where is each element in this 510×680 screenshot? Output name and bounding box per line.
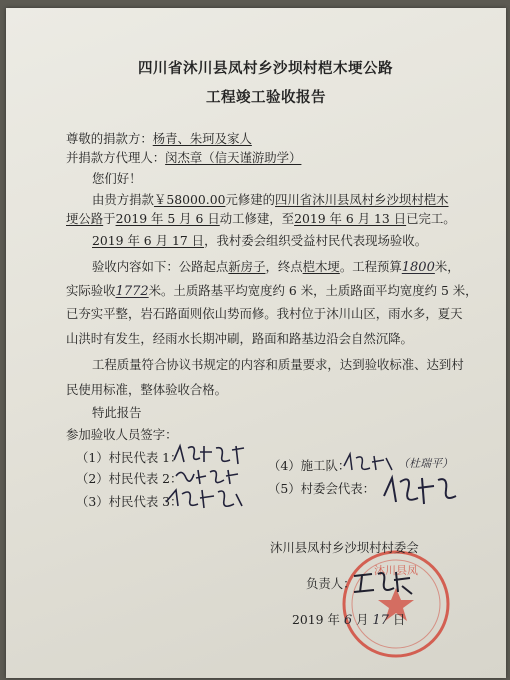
para3-seg-c: 。工程预算	[339, 259, 402, 274]
footer-month-label: 月	[356, 612, 369, 627]
inspection-date: 2019 年 6 月 17 日	[92, 233, 205, 248]
signature-villager-3	[162, 484, 246, 512]
para2-line	[92, 233, 427, 249]
stamp-text: 沐川县凤	[374, 564, 418, 577]
para3-line-3: 已夯实平整，岩石路面则依山势而修。我村位于沐川山区，雨水多，夏天	[66, 306, 463, 321]
construction-team-note: （杜瑞平）	[398, 457, 453, 470]
para1-line-2	[66, 211, 456, 227]
title-line-2: 工程竣工验收报告	[206, 89, 326, 106]
footer-day: 17	[372, 613, 389, 628]
village-committee-stamp	[340, 548, 452, 660]
actual-handwritten: 1772	[115, 284, 149, 299]
para3-seg-a: 验收内容如下：公路起点	[92, 259, 229, 274]
footer-month: 6	[343, 613, 353, 628]
para1-seg4: 动工修建，至	[219, 211, 295, 226]
signer-3-label: （3）村民代表 3：	[76, 494, 183, 509]
signer-5-label: （5）村委会代表：	[268, 481, 376, 496]
attendees-label: 参加验收人员签字：	[66, 427, 178, 442]
footer-org: 沐川县凤村乡沙坝村村委会	[270, 540, 419, 555]
footer-date	[292, 612, 405, 629]
signature-village-committee	[378, 472, 462, 508]
title-line-1: 四川省沐川县凤村乡沙坝村桤木埂公路	[138, 60, 393, 77]
agent-names: 闵杰章（信天谨游助学）	[165, 150, 302, 165]
para4-line-2: 民使用标准，整体验收合格。	[66, 382, 228, 397]
para1-seg5: 已完工。	[406, 211, 456, 226]
para3-seg-d: 米，	[434, 259, 460, 274]
para2-text: ，我村委会组织受益村民代表现场验收。	[204, 233, 428, 248]
para3-line-2	[66, 283, 478, 300]
end-point: 桤木埂	[302, 259, 340, 274]
signer-2-label: （2）村民代表 2：	[76, 471, 183, 486]
para1-line-1	[92, 192, 449, 208]
project-name-b: 埂公路	[66, 211, 104, 226]
footer-year: 2019 年	[292, 612, 340, 627]
donor-line	[66, 131, 252, 147]
para1-seg1: 由贵方捐款	[92, 192, 154, 207]
para3-seg-b: ，终点	[265, 259, 303, 274]
para1-seg2: 元修建的	[225, 192, 276, 207]
greeting: 您们好！	[92, 171, 142, 186]
budget-handwritten: 1800	[401, 260, 435, 275]
donor-label: 尊敬的捐款方：	[66, 131, 153, 146]
para3-seg-f: 米。土质路基平均宽度约 6 米，土质路面平均宽度约 5 米，	[148, 283, 478, 298]
signer-4-label: （4）施工队：	[268, 458, 351, 473]
agent-label: 并捐款方代理人：	[66, 150, 166, 165]
donation-amount: ￥58000.00	[153, 192, 226, 207]
signer-1-label: （1）村民代表 1：	[76, 450, 183, 465]
para3-line-4: 山洪时有发生，经雨水长期冲刷，路面和路基边沿会自然沉降。	[66, 331, 413, 346]
footer-day-label: 日	[392, 612, 406, 627]
end-date: 2019 年 6 月 13 日	[294, 211, 407, 226]
start-point: 新房子	[228, 259, 266, 274]
project-name-a: 四川省沐川县凤村乡沙坝村桤木	[275, 192, 449, 207]
leader-label: 负责人：	[306, 576, 356, 591]
donor-names: 杨青、朱珂及家人	[152, 131, 252, 146]
para3-seg-e: 实际验收	[66, 283, 116, 298]
report-closing: 特此报告	[92, 405, 142, 420]
signature-leader	[350, 566, 416, 598]
start-date: 2019 年 5 月 6 日	[115, 211, 220, 226]
agent-line	[66, 150, 301, 166]
para4-line-1: 工程质量符合协议书规定的内容和质量要求，达到验收标准、达到村	[92, 357, 464, 372]
para3-line-1	[92, 259, 460, 276]
para1-seg3: 于	[103, 211, 116, 226]
